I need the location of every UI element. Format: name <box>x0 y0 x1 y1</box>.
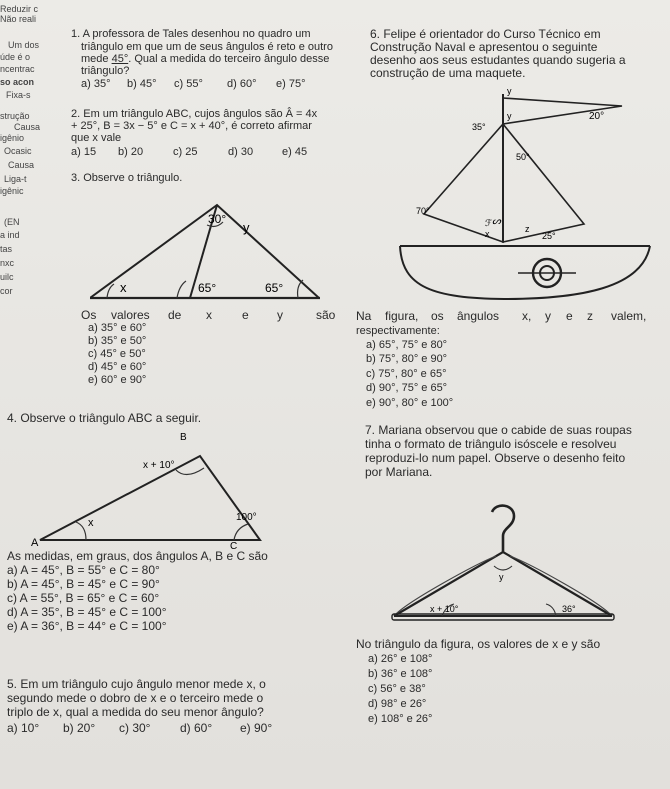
q1-line: . Qual a medida do terceiro ângulo desse <box>128 53 330 65</box>
q1-line: A professora de Tales desenhou no quadro um <box>82 28 311 40</box>
margin-text: uilc <box>0 272 14 282</box>
q2-line: + 25°, B = 3x − 5° e C = x + 40°, é correto afirmar <box>71 120 312 132</box>
q6-line: construção de uma maquete. <box>370 66 526 80</box>
margin-text: igênic <box>0 186 24 196</box>
q5-line: segundo mede o dobro de x e o terceiro mede o <box>7 691 264 705</box>
q7-option-b[interactable]: b) 36° e 108° <box>368 668 433 680</box>
angle-label: 20° <box>589 111 605 122</box>
q6-option-e[interactable]: e) 90°, 80° e 100° <box>366 397 454 409</box>
margin-text: Um dos <box>8 40 40 50</box>
angle-label: y <box>507 86 512 96</box>
q4-stem: As medidas, em graus, dos ângulos A, B e C são <box>7 549 268 563</box>
question-number: 1. <box>71 28 81 40</box>
margin-text: Ocasic <box>4 146 32 156</box>
angle-label: 25° <box>542 231 556 241</box>
margin-text: strução <box>0 111 30 121</box>
angle-label: z <box>525 224 530 234</box>
q7-stem: No triângulo da figura, os valores de x e y são <box>356 637 601 651</box>
angle-label: y <box>243 220 250 235</box>
angle-label: 35° <box>472 122 486 132</box>
q6-stem: z <box>587 309 593 323</box>
margin-text: igênio <box>0 133 25 143</box>
q1-line: triângulo? <box>81 65 130 77</box>
q7-line: por Mariana. <box>365 465 433 479</box>
angle-label: x <box>120 280 127 295</box>
q3-stem: Os <box>81 308 97 322</box>
triangle-figure <box>90 198 330 300</box>
q3-stem: y <box>277 308 283 322</box>
q6-option-c[interactable]: c) 75°, 80° e 65° <box>366 368 447 380</box>
angle-label: x + 10° <box>143 460 175 471</box>
q1-line: triângulo em que um de seus ângulos é reto e outro <box>81 41 333 53</box>
angle-label: 65° <box>198 281 217 295</box>
q7-line: reproduzi-lo num papel. Observe o desenho feito <box>365 451 626 465</box>
q5-option-e[interactable]: e) 90° <box>240 721 273 735</box>
q1-option-b[interactable]: b) 45° <box>127 78 157 90</box>
angle-label: 70° <box>416 206 430 216</box>
q2-option-b[interactable]: b) 20 <box>118 146 144 158</box>
q5-line: triplo de x, qual a medida do seu menor ângulo? <box>7 705 264 719</box>
q1-option-e[interactable]: e) 75° <box>276 78 306 90</box>
margin-text: Causa <box>14 122 41 132</box>
q3-title: 3. Observe o triângulo. <box>71 172 183 184</box>
margin-text: Fixa-s <box>6 90 31 100</box>
q2-option-d[interactable]: d) 30 <box>228 146 254 158</box>
angle-label: y <box>507 111 512 121</box>
q3-stem: são <box>316 308 336 322</box>
q5-option-a[interactable]: a) 10° <box>7 721 40 735</box>
q3-stem: valores <box>111 308 150 322</box>
q6-stem: x, <box>522 309 532 323</box>
q6-stem: valem, <box>611 309 647 323</box>
angle-label: 65° <box>265 281 284 295</box>
q6-stem: Na <box>356 309 372 323</box>
q4-option-e[interactable]: e) A = 36°, B = 44° e C = 100° <box>7 619 167 633</box>
vertex-label: A <box>31 537 39 549</box>
margin-text: Causa <box>8 160 35 170</box>
q7-line: tinha o formato de triângulo isóscele e resolveu <box>365 437 617 451</box>
margin-text: so acon <box>0 77 35 87</box>
angle-label: y <box>499 572 504 582</box>
q4-title: 4. Observe o triângulo ABC a seguir. <box>7 411 202 425</box>
angle-label: 100° <box>236 512 257 523</box>
q3-option-d[interactable]: d) 45° e 60° <box>88 361 147 373</box>
q6-stem: y <box>545 309 551 323</box>
hanger-figure <box>386 484 616 634</box>
vertex-label: C <box>230 541 238 550</box>
q3-stem: x <box>206 308 212 322</box>
q1-line: mede <box>81 53 112 65</box>
margin-text: Não reali <box>0 14 37 24</box>
q1-option-a[interactable]: a) 35° <box>81 78 111 90</box>
q4-option-b[interactable]: b) A = 45°, B = 45° e C = 90° <box>7 577 160 591</box>
q5-option-b[interactable]: b) 20° <box>63 721 96 735</box>
angle-label: 50° <box>516 152 530 162</box>
vertex-label: B <box>180 432 187 443</box>
margin-text: nxc <box>0 258 15 268</box>
triangle-abc-figure <box>28 428 278 550</box>
q6-stem: ângulos <box>457 309 500 323</box>
margin-text: Reduzir c <box>0 4 39 14</box>
q6-option-a[interactable]: a) 65°, 75° e 80° <box>366 339 448 351</box>
q6-line: Construção Naval e apresentou o seguinte <box>370 40 598 54</box>
q7-option-a[interactable]: a) 26° e 108° <box>368 653 433 665</box>
q2-line: que x vale <box>71 132 122 144</box>
q3-stem: e <box>242 308 249 322</box>
q3-option-e[interactable]: e) 60° e 90° <box>88 374 147 386</box>
margin-text: cor <box>0 286 13 296</box>
q4-option-c[interactable]: c) A = 55°, B = 65° e C = 60° <box>7 591 160 605</box>
q6-line: 6. Felipe é orientador do Curso Técnico em <box>370 27 601 41</box>
q2-line: 2. Em um triângulo ABC, cujos ângulos são Â = 4x <box>71 108 318 120</box>
svg-text:ℱ: ℱ <box>485 218 493 228</box>
angle-label: x + 10° <box>430 604 459 614</box>
q1-option-c[interactable]: c) 55° <box>174 78 203 90</box>
q3-option-a[interactable]: a) 35° e 60° <box>88 322 147 334</box>
q6-stem: e <box>566 309 573 323</box>
q5-option-d[interactable]: d) 60° <box>180 721 213 735</box>
q6-stem: figura, <box>385 309 419 323</box>
svg-text:ᔕ: ᔕ <box>492 216 501 227</box>
q7-line: 7. Mariana observou que o cabide de suas roupas <box>365 423 632 437</box>
q7-option-e[interactable]: e) 108° e 26° <box>368 713 433 725</box>
q1-option-d[interactable]: d) 60° <box>227 78 257 90</box>
q6-stem: respectivamente: <box>356 325 440 337</box>
q7-option-c[interactable]: c) 56° e 38° <box>368 683 426 695</box>
margin-text: tas <box>0 244 13 254</box>
q6-option-d[interactable]: d) 90°, 75° e 65° <box>366 382 448 394</box>
sailboat-figure <box>392 84 662 314</box>
angle-label: x <box>88 517 94 529</box>
margin-text: Liga-t <box>4 174 27 184</box>
q5-option-c[interactable]: c) 30° <box>119 721 151 735</box>
q4-option-d[interactable]: d) A = 35°, B = 45° e C = 100° <box>7 605 167 619</box>
margin-text: ncentrac <box>0 64 35 74</box>
q7-option-d[interactable]: d) 98° e 26° <box>368 698 427 710</box>
q3-option-c[interactable]: c) 45° e 50° <box>88 348 146 360</box>
angle-label: x <box>485 229 490 239</box>
margin-text: úde é o <box>0 52 31 62</box>
q2-option-a[interactable]: a) 15 <box>71 146 97 158</box>
q5-line: 5. Em um triângulo cujo ângulo menor mede x, o <box>7 677 266 691</box>
q3-option-b[interactable]: b) 35° e 50° <box>88 335 147 347</box>
q6-stem: os <box>431 309 444 323</box>
q4-option-a[interactable]: a) A = 45°, B = 55° e C = 80° <box>7 563 160 577</box>
q2-option-e[interactable]: e) 45 <box>282 146 308 158</box>
q1-underlined-angle: 45° <box>111 53 129 65</box>
q6-line: desenho aos seus estudantes quando sugeria a <box>370 53 626 67</box>
margin-text: a ind <box>0 230 20 240</box>
q3-stem: de <box>168 308 182 322</box>
q2-option-c[interactable]: c) 25 <box>173 146 198 158</box>
q6-option-b[interactable]: b) 75°, 80° e 90° <box>366 353 448 365</box>
angle-label: 30° <box>208 212 227 226</box>
angle-label: 36° <box>562 604 576 614</box>
margin-text: (EN <box>4 217 20 227</box>
